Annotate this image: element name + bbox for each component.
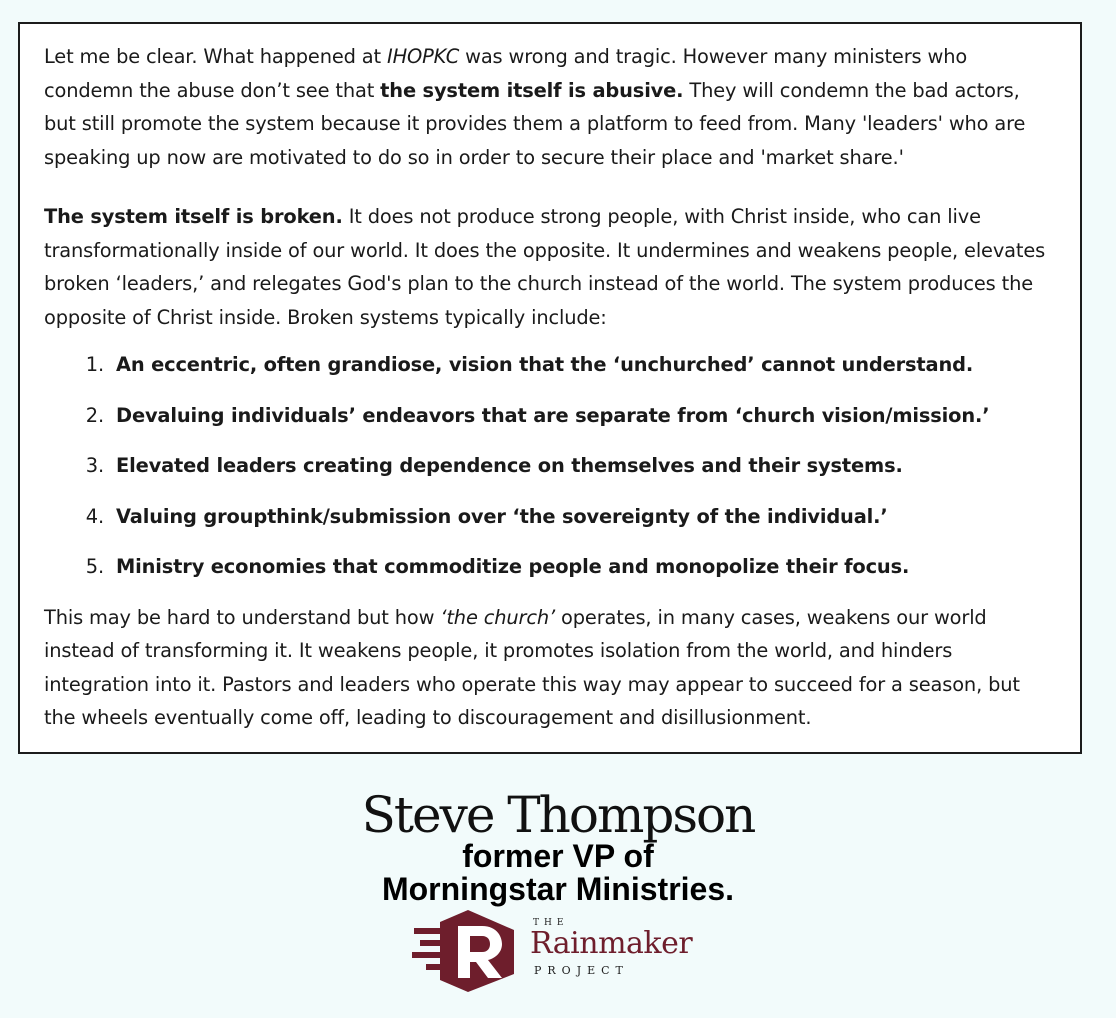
intro-text-2: was wrong and tragic. However many ministers who condemn the abuse don’t see that <box>44 45 968 102</box>
list-item <box>44 550 1056 583</box>
intro-bold-text: the system itself is abusive. <box>380 78 684 102</box>
list-item <box>44 399 1056 432</box>
list-item <box>44 449 1056 482</box>
paragraph-conclusion <box>44 601 1056 735</box>
list-number: 1. <box>85 353 104 376</box>
broken-systems-list <box>44 348 1056 583</box>
ihopkc-text: IHOPKC <box>387 45 460 68</box>
quote-box <box>18 22 1082 754</box>
list-item <box>44 500 1056 533</box>
list-item-text: Elevated leaders creating dependence on themselves and their systems. <box>116 454 903 477</box>
list-item-text: An eccentric, often grandiose, vision that the ‘unchurched’ cannot understand. <box>116 353 974 376</box>
logo-rainmaker-text: Rainmaker <box>530 926 693 961</box>
list-number: 5. <box>85 555 104 578</box>
list-number: 2. <box>85 403 104 427</box>
list-item-text: Valuing groupthink/submission over ‘the sovereignty of the individual.’ <box>116 504 888 528</box>
list-number: 3. <box>85 454 104 477</box>
list-item-text: Devaluing individuals’ endeavors that are separate from ‘church vision/mission.’ <box>116 403 990 427</box>
author-name: Steve Thompson <box>361 786 755 844</box>
author-role-line-2: Morningstar Ministries. <box>381 871 735 907</box>
logo-project-text: PROJECT <box>534 964 629 977</box>
list-item <box>44 348 1056 381</box>
list-item-text: Ministry economies that commoditize people and monopolize their focus. <box>116 555 910 578</box>
logo-the-text: THE <box>533 918 569 928</box>
broken-text: It does not produce strong people, with Christ inside, who can live transformationally inside of our world. It does the opposite. It undermines and weakens people, elevates broken ‘leaders,’ and relegates God's plan to the church instead of the world. The system produces the opposite of Christ inside. Broken systems typically include: <box>44 205 1046 329</box>
conclusion-text-1: This may be hard to understand but how <box>44 605 441 629</box>
conclusion-text-2: operates, in many cases, weakens our world instead of transforming it. It weakens people, it promotes isolation from the world, and hinders integration into it. Pastors and leaders who operate this way may appear to succeed for a season, but the wheels eventually come off, leading to discouragement and disillusionment. <box>44 605 1020 729</box>
paragraph-broken-system <box>44 200 1056 334</box>
rainmaker-project-logo <box>410 908 730 994</box>
broken-bold-text: The system itself is broken. <box>44 205 343 228</box>
intro-text-1: Let me be clear. What happened at <box>44 45 387 68</box>
paragraph-intro <box>44 40 1056 174</box>
list-number: 4. <box>85 504 104 528</box>
author-role-line-1: former VP of <box>462 838 654 874</box>
intro-text-3: They will condemn the bad actors, but still promote the system because it provides them a platform to feed from. Many 'leaders' who are speaking up now are motivated to do so in order to secure their place and 'market share.' <box>44 78 1026 169</box>
rainmaker-r-icon <box>410 908 522 994</box>
the-church-text: ‘the church’ <box>440 605 556 629</box>
